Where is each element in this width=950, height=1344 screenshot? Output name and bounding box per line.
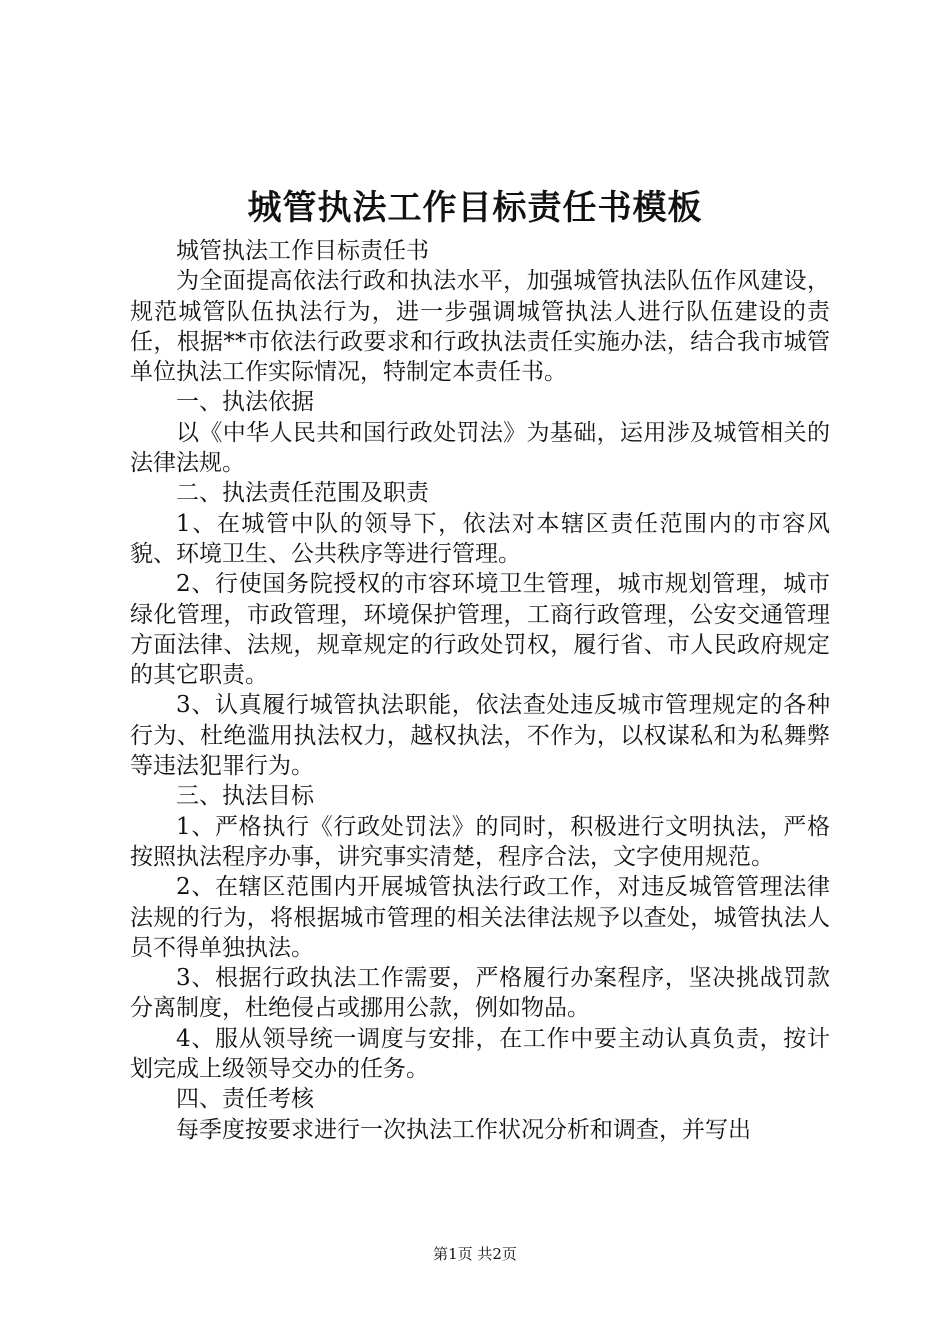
paragraph: 1、在城管中队的领导下，依法对本辖区责任范围内的市容风貌、环境卫生、公共秩序等进行管理。 [130,510,830,567]
document-title: 城管执法工作目标责任书模板 [247,188,703,228]
paragraph: 1、严格执行《行政处罚法》的同时，积极进行文明执法，严格按照执法程序办事，讲究事实清楚，程序合法，文字使用规范。 [130,813,830,870]
section-heading-1: 一、执法依据 [176,389,314,416]
paragraph: 以《中华人民共和国行政处罚法》为基础，运用涉及城管相关的法律法规。 [130,419,830,477]
paragraph: 4、服从领导统一调度与安排，在工作中要主动认真负责，按计划完成上级领导交办的任务。 [130,1025,830,1083]
paragraph: 3、认真履行城管执法职能，依法查处违反城市管理规定的各种行为、杜绝滥用执法权力，越权执法，不作为，以权谋私和为私舞弊等违法犯罪行为。 [130,692,830,780]
paragraph-subtitle: 城管执法工作目标责任书 [176,238,429,264]
page-footer: 第1页 共2页 [433,1245,517,1263]
paragraph-intro: 为全面提高依法行政和执法水平，加强城管执法队伍作风建设，规范城管队伍执法行为，进一步强调城管执法人进行队伍建设的责任，根据**市依法行政要求和行政执法责任实施办法，结合我市城管单位执法工作实际情况，特制定本责任书。 [130,268,830,386]
paragraph: 每季度按要求进行一次执法工作状况分析和调查，并写出 [176,1116,751,1143]
paragraph: 2、在辖区范围内开展城管执法行政工作，对违反城管管理法律法规的行为，将根据城市管理的相关法律法规予以查处，城管执法人员不得单独执法。 [130,874,830,961]
section-heading-3: 三、执法目标 [176,783,314,810]
paragraph: 3、根据行政执法工作需要，严格履行办案程序，坚决挑战罚款分离制度，杜绝侵占或挪用公款，例如物品。 [130,965,830,1022]
section-heading-4: 四、责任考核 [176,1086,314,1113]
section-heading-2: 二、执法责任范围及职责 [176,480,429,507]
paragraph: 2、行使国务院授权的市容环境卫生管理，城市规划管理，城市绿化管理，市政管理，环境保护管理，工商行政管理，公安交通管理方面法律、法规，规章规定的行政处罚权，履行省、市人民政府规定的其它职责。 [130,571,830,689]
document-body [130,236,830,1145]
